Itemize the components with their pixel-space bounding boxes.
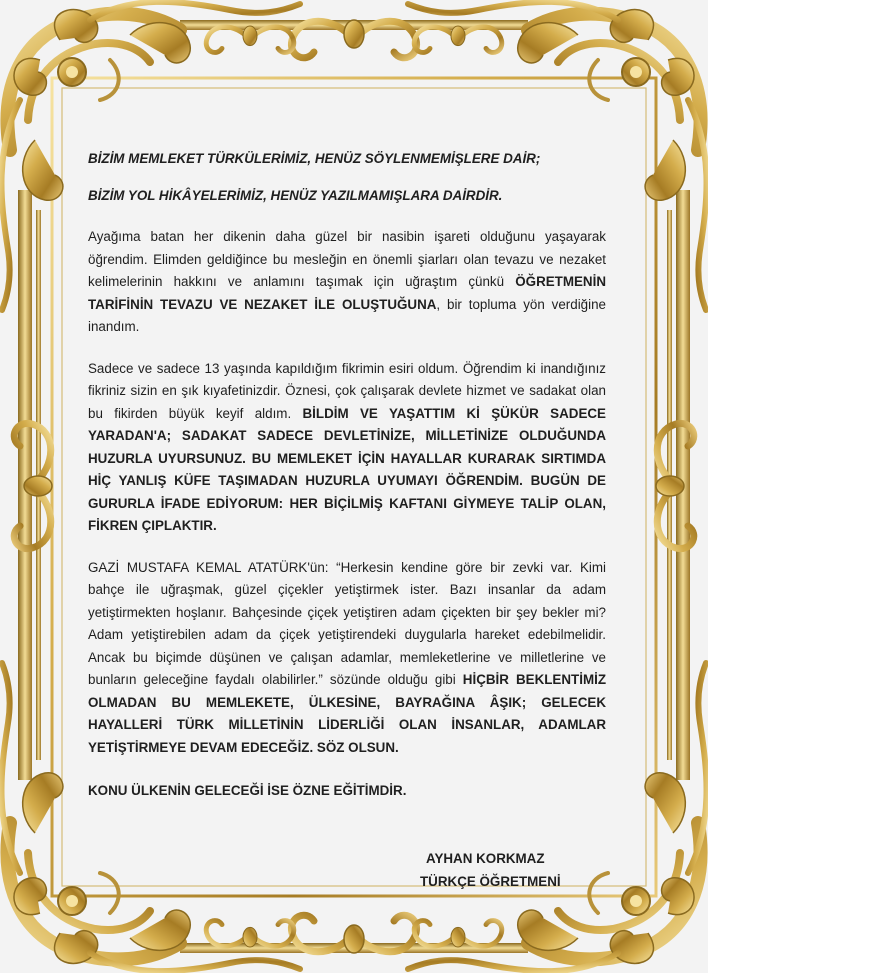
paragraph-1 — [88, 226, 606, 339]
paragraph-2-text-a: Sadece ve sadece 13 yaşında kapıldığım fikrimin esiri oldum. Öğrendim ki inandığınız fikriniz sizin en şık kıyafetinizdir. Öznesi, çok çalışarak devlete hizmet ve sadakat olan bu fikirden büyük keyif aldım. — [88, 360, 606, 421]
paragraph-2 — [88, 358, 606, 538]
letter-heading-2: BİZİM YOL HİKÂYELERİMİZ, HENÜZ YAZILMAMIŞLARA DAİRDİR. — [88, 187, 503, 203]
paragraph-1-bold: ÖĞRETMENİN TARİFİNİN TEVAZU VE NEZAKET İLE OLUŞTUĞUNA — [88, 274, 606, 312]
letter-body — [88, 148, 606, 816]
signature-name: AYHAN KORKMAZ — [426, 851, 545, 866]
signature-title: TÜRKÇE ÖĞRETMENİ — [420, 873, 561, 889]
letter-heading-1: BİZİM MEMLEKET TÜRKÜLERİMİZ, HENÜZ SÖYLENMEMİŞLERE DAİR; — [88, 151, 541, 166]
paragraph-1-text-a: Ayağıma batan her dikenin daha güzel bir nasibin işareti olduğunu yaşayarak öğrendim. Elimden geldiğince bu mesleğin en önemli şiarları olan tevazu ve nezaket kelimelerinin hakkını ve anlamını taşımak için uğraştım çünkü — [88, 229, 606, 289]
signature-block — [420, 848, 620, 893]
paragraph-1-text-b: , bir topluma yön verdiğine inandım. — [88, 296, 606, 334]
paragraph-3 — [88, 557, 606, 760]
paragraph-3-text-a: GAZİ MUSTAFA KEMAL ATATÜRK'ün: “Herkesin kendine göre bir zevki var. Kimi bahçe ile uğraşmak, güzel çiçekler yetiştirmek ister. Bazı insanlar da adam yetiştirmekten hoşlanır. Bahçesinde çiçek yetiştiren adam çiçekten bir şey bekler mi? Adam yetiştirebilen adam da çiçek yetiştirendeki duygularla hareket edebilmelidir. Ancak bu biçimde düşünen ve çalışan adamlar, memleketlerine ve milletlerine ve bunların geleceğine faydalı olabilirler.” sözünde olduğu gibi — [88, 559, 606, 687]
paragraph-2-bold: BİLDİM VE YAŞATTIM Kİ ŞÜKÜR SADECE YARADAN'A; SADAKAT SADECE DEVLETİNİZE, MİLLETİNİZE OLDUĞUNDA HUZURLA UYURSUNUZ. BU MEMLEKET İÇİN HAYALLAR KURARAK SIRTIMDA HİÇ YANLIŞ KÜFE TAŞIMADAN HUZURLA UYUMAYI ÖĞRENDİM. BUGÜN DE GURURLA İFADE EDİYORUM: HER BİÇİLMİŞ KAFTANI GİYMEYE TALİP OLAN, FİKREN ÇIPLAKTIR. — [88, 405, 606, 533]
closing-statement: KONU ÜLKENİN GELECEĞİ İSE ÖZNE EĞİTİMDİR. — [88, 783, 407, 798]
paragraph-3-bold: HİÇBİR BEKLENTİMİZ OLMADAN BU MEMLEKETE, ÜLKESİNE, BAYRAĞINA ÂŞIK; GELECEK HAYALLERİ TÜRK MİLLETİNİN LİDERLİĞİ OLAN İNSANLAR, ADAMLAR YETİŞTİRMEYE DEVAM EDECEĞİZ. SÖZ OLSUN. — [88, 672, 606, 755]
